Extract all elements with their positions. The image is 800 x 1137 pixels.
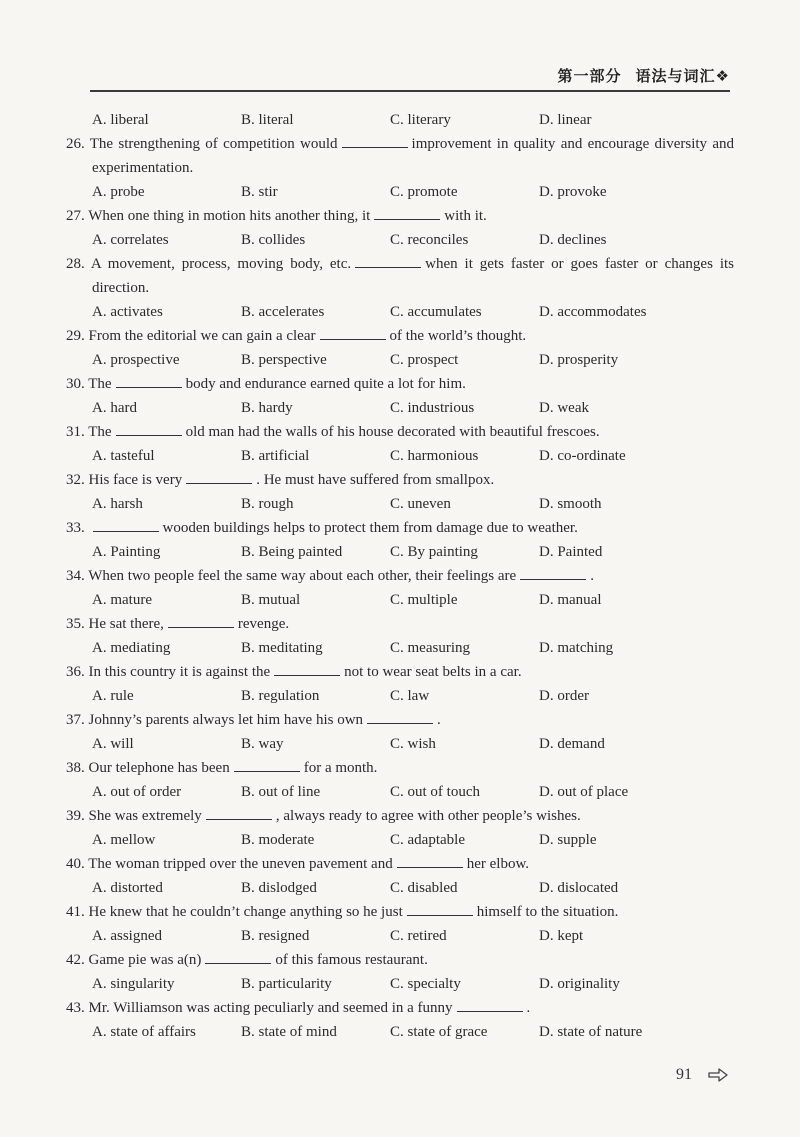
option-a[interactable]: A. mellow xyxy=(92,832,156,848)
option-a[interactable]: A. mature xyxy=(92,592,152,608)
option-a[interactable]: A. out of order xyxy=(92,784,182,800)
question-text-after: when it gets faster or goes faster or changes its direction. xyxy=(92,256,734,296)
question-text-after: of this famous restaurant. xyxy=(275,952,428,968)
question-text-before: Game pie was a(n) xyxy=(88,952,202,968)
answer-blank[interactable] xyxy=(457,1010,523,1012)
question-number: 42. xyxy=(66,952,85,968)
option-b[interactable]: B. resigned xyxy=(241,928,310,944)
option-a[interactable]: A. mediating xyxy=(92,640,171,656)
option-d[interactable]: D. weak xyxy=(539,400,589,416)
answer-blank[interactable] xyxy=(205,962,271,964)
question-q31 xyxy=(66,420,734,468)
question-text-before: Our telephone has been xyxy=(88,760,230,776)
question-text-before: The xyxy=(88,424,112,440)
question-text-after: himself to the situation. xyxy=(476,904,619,920)
option-b[interactable]: B. way xyxy=(241,736,284,752)
option-b[interactable]: B. hardy xyxy=(241,400,293,416)
question-stem xyxy=(66,252,734,300)
options-row xyxy=(66,684,734,708)
answer-blank[interactable] xyxy=(320,338,386,340)
option-d[interactable]: D. matching xyxy=(539,640,614,656)
question-number: 26. xyxy=(66,136,85,152)
option-b[interactable]: B. mutual xyxy=(241,592,301,608)
question-q34 xyxy=(66,564,734,612)
option-b[interactable]: B. accelerates xyxy=(241,304,325,320)
option-b[interactable]: B. dislodged xyxy=(241,880,317,896)
option-a[interactable]: A. rule xyxy=(92,688,134,704)
question-number: 34. xyxy=(66,568,85,584)
options-row xyxy=(66,492,734,516)
question-text-before: Mr. Williamson was acting peculiarly and seemed in a funny xyxy=(88,1000,453,1016)
option-a[interactable]: A. Painting xyxy=(92,544,161,560)
option-d[interactable]: D. manual xyxy=(539,592,602,608)
question-stem xyxy=(66,756,734,780)
option-c[interactable]: C. literary xyxy=(390,112,451,128)
option-d[interactable]: D. out of place xyxy=(539,784,629,800)
option-b[interactable]: B. Being painted xyxy=(241,544,343,560)
header-title xyxy=(558,65,730,86)
question-number: 30. xyxy=(66,376,85,392)
question-text-before: The woman tripped over the uneven pavement and xyxy=(88,856,393,872)
option-c[interactable]: C. promote xyxy=(390,184,458,200)
answer-blank[interactable] xyxy=(367,722,433,724)
question-text-after: . He must have suffered from smallpox. xyxy=(256,472,495,488)
option-d[interactable]: D. co-ordinate xyxy=(539,448,626,464)
question-text-before: When two people feel the same way about each other, their feelings are xyxy=(88,568,517,584)
question-q28 xyxy=(66,252,734,324)
question-q29 xyxy=(66,324,734,372)
options-row xyxy=(66,540,734,564)
question-text-before: His face is very xyxy=(88,472,183,488)
options-row xyxy=(66,396,734,420)
question-stem xyxy=(66,324,734,348)
options-row xyxy=(66,348,734,372)
options-row xyxy=(66,732,734,756)
option-c[interactable]: C. By painting xyxy=(390,544,478,560)
question-q39 xyxy=(66,804,734,852)
question-text-before: From the editorial we can gain a clear xyxy=(88,328,316,344)
answer-blank[interactable] xyxy=(520,578,586,580)
answer-blank[interactable] xyxy=(274,674,340,676)
option-c[interactable]: C. wish xyxy=(390,736,436,752)
header-ornament: ❖ xyxy=(715,67,730,85)
answer-blank[interactable] xyxy=(116,434,182,436)
question-text-after: of the world’s thought. xyxy=(389,328,527,344)
answer-blank[interactable] xyxy=(397,866,463,868)
question-stem xyxy=(66,660,734,684)
question-text-after: with it. xyxy=(444,208,487,224)
option-d[interactable]: D. state of nature xyxy=(539,1024,643,1040)
options-row xyxy=(66,180,734,204)
option-b[interactable]: B. out of line xyxy=(241,784,321,800)
question-q38 xyxy=(66,756,734,804)
right-arrow-icon xyxy=(708,1068,728,1082)
question-text-after: for a month. xyxy=(303,760,378,776)
option-d[interactable]: D. kept xyxy=(539,928,584,944)
option-d[interactable]: D. Painted xyxy=(539,544,603,560)
option-a[interactable]: A. liberal xyxy=(92,112,149,128)
question-text-after: wooden buildings helps to protect them from damage due to weather. xyxy=(162,520,578,536)
question-text-after: body and endurance earned quite a lot for him. xyxy=(185,376,466,392)
question-number: 31. xyxy=(66,424,85,440)
question-number: 36. xyxy=(66,664,85,680)
option-b[interactable]: B. rough xyxy=(241,496,294,512)
question-text-before: When one thing in motion hits another thing, it xyxy=(88,208,371,224)
option-d[interactable]: D. linear xyxy=(539,112,592,128)
option-a[interactable]: A. harsh xyxy=(92,496,143,512)
question-text-before: The xyxy=(88,376,112,392)
option-c[interactable]: C. adaptable xyxy=(390,832,465,848)
question-text-after: old man had the walls of his house decorated with beautiful frescoes. xyxy=(185,424,600,440)
answer-blank[interactable] xyxy=(407,914,473,916)
question-number: 43. xyxy=(66,1000,85,1016)
question-stem xyxy=(66,852,734,876)
question-q41 xyxy=(66,900,734,948)
question-text-before: He sat there, xyxy=(88,616,164,632)
question-list xyxy=(66,108,734,1044)
question-number: 41. xyxy=(66,904,85,920)
answer-blank[interactable] xyxy=(374,218,440,220)
question-stem xyxy=(66,612,734,636)
option-c[interactable]: C. accumulates xyxy=(390,304,482,320)
options-row xyxy=(66,876,734,900)
question-text-before: He knew that he couldn’t change anything so he just xyxy=(88,904,403,920)
option-c[interactable]: C. prospect xyxy=(390,352,459,368)
option-b[interactable]: B. meditating xyxy=(241,640,323,656)
options-row xyxy=(66,924,734,948)
question-text-after: her elbow. xyxy=(466,856,530,872)
options-row xyxy=(66,588,734,612)
question-q43 xyxy=(66,996,734,1044)
question-stem xyxy=(66,516,734,540)
question-number: 29. xyxy=(66,328,85,344)
option-c[interactable]: C. uneven xyxy=(390,496,451,512)
question-text-after: . xyxy=(437,712,441,728)
option-c[interactable]: C. law xyxy=(390,688,430,704)
question-text-before: A movement, process, moving body, etc. xyxy=(90,256,352,272)
answer-blank[interactable] xyxy=(234,770,300,772)
options-row xyxy=(66,972,734,996)
question-q32 xyxy=(66,468,734,516)
option-c[interactable]: C. multiple xyxy=(390,592,458,608)
question-q35 xyxy=(66,612,734,660)
option-b[interactable]: B. state of mind xyxy=(241,1024,337,1040)
option-a[interactable]: A. activates xyxy=(92,304,163,320)
option-d[interactable]: D. dislocated xyxy=(539,880,619,896)
option-b[interactable]: B. regulation xyxy=(241,688,320,704)
question-stem xyxy=(66,372,734,396)
question-text-after: . xyxy=(590,568,594,584)
question-q26 xyxy=(66,132,734,204)
page-footer xyxy=(676,1066,728,1084)
question-text-before: Johnny’s parents always let him have his own xyxy=(88,712,364,728)
answer-blank[interactable] xyxy=(342,146,408,148)
question-stem xyxy=(66,804,734,828)
option-a[interactable]: A. tasteful xyxy=(92,448,155,464)
option-c[interactable]: C. specialty xyxy=(390,976,461,992)
option-c[interactable]: C. disabled xyxy=(390,880,458,896)
option-b[interactable]: B. particularity xyxy=(241,976,332,992)
answer-blank[interactable] xyxy=(168,626,234,628)
question-q27 xyxy=(66,204,734,252)
prev-options xyxy=(66,108,734,132)
answer-blank[interactable] xyxy=(116,386,182,388)
option-b[interactable]: B. moderate xyxy=(241,832,315,848)
question-stem xyxy=(66,468,734,492)
options-row xyxy=(66,828,734,852)
option-d[interactable]: D. declines xyxy=(539,232,607,248)
question-text-after: . xyxy=(526,1000,531,1016)
question-stem xyxy=(66,900,734,924)
option-b[interactable]: B. stir xyxy=(241,184,278,200)
option-a[interactable]: A. state of affairs xyxy=(92,1024,196,1040)
question-stem xyxy=(66,708,734,732)
option-d[interactable]: D. accommodates xyxy=(539,304,647,320)
option-c[interactable]: C. measuring xyxy=(390,640,470,656)
question-stem xyxy=(66,420,734,444)
option-b[interactable]: B. literal xyxy=(241,112,294,128)
options-row xyxy=(66,780,734,804)
question-stem xyxy=(66,948,734,972)
question-number: 27. xyxy=(66,208,85,224)
header-section: 语法与词汇 xyxy=(635,67,716,85)
option-c[interactable]: C. reconciles xyxy=(390,232,469,248)
option-d[interactable]: D. supple xyxy=(539,832,597,848)
option-a[interactable]: A. will xyxy=(92,736,134,752)
question-number: 37. xyxy=(66,712,85,728)
option-c[interactable]: C. harmonious xyxy=(390,448,479,464)
question-number: 39. xyxy=(66,808,85,824)
question-q33 xyxy=(66,516,734,564)
options-row xyxy=(66,228,734,252)
question-text-after: improvement in quality and encourage diversity and experimentation. xyxy=(92,136,734,176)
option-d[interactable]: D. order xyxy=(539,688,589,704)
answer-blank[interactable] xyxy=(186,482,252,484)
question-q40 xyxy=(66,852,734,900)
option-d[interactable]: D. originality xyxy=(539,976,620,992)
option-a[interactable]: A. prospective xyxy=(92,352,180,368)
option-a[interactable]: A. singularity xyxy=(92,976,175,992)
question-q36 xyxy=(66,660,734,708)
option-a[interactable]: A. correlates xyxy=(92,232,169,248)
question-q42 xyxy=(66,948,734,996)
option-c[interactable]: C. industrious xyxy=(390,400,475,416)
option-c[interactable]: C. retired xyxy=(390,928,447,944)
option-c[interactable]: C. state of grace xyxy=(390,1024,488,1040)
option-a[interactable]: A. hard xyxy=(92,400,137,416)
option-d[interactable]: D. smooth xyxy=(539,496,602,512)
question-stem xyxy=(66,564,734,588)
question-number: 40. xyxy=(66,856,85,872)
options-row xyxy=(66,300,734,324)
question-q30 xyxy=(66,372,734,420)
options-row xyxy=(66,1020,734,1044)
question-text-after: not to wear seat belts in a car. xyxy=(344,664,522,680)
question-stem xyxy=(66,132,734,180)
option-c[interactable]: C. out of touch xyxy=(390,784,480,800)
answer-blank[interactable] xyxy=(355,266,421,268)
question-text-after: , always ready to agree with other people’s wishes. xyxy=(275,808,581,824)
answer-blank[interactable] xyxy=(206,818,272,820)
question-number: 38. xyxy=(66,760,85,776)
question-number: 35. xyxy=(66,616,85,632)
question-stem xyxy=(66,996,734,1020)
question-number: 32. xyxy=(66,472,85,488)
option-d[interactable]: D. prosperity xyxy=(539,352,619,368)
question-text-before: In this country it is against the xyxy=(88,664,271,680)
option-b[interactable]: B. artificial xyxy=(241,448,310,464)
page-number: 91 xyxy=(676,1066,692,1083)
option-b[interactable]: B. collides xyxy=(241,232,306,248)
question-q37 xyxy=(66,708,734,756)
option-d[interactable]: D. demand xyxy=(539,736,605,752)
options-row xyxy=(66,444,734,468)
options-row xyxy=(66,636,734,660)
question-text-before: The strengthening of competition would xyxy=(89,136,338,152)
answer-blank[interactable] xyxy=(93,530,159,532)
question-number: 33. xyxy=(66,520,85,536)
question-text-before: She was extremely xyxy=(88,808,202,824)
option-d[interactable]: D. provoke xyxy=(539,184,607,200)
question-text-after: revenge. xyxy=(237,616,290,632)
option-a[interactable]: A. distorted xyxy=(92,880,163,896)
question-stem xyxy=(66,204,734,228)
page-header xyxy=(90,62,730,92)
question-number: 28. xyxy=(66,256,85,272)
header-part: 第一部分 xyxy=(557,67,622,85)
option-a[interactable]: A. assigned xyxy=(92,928,162,944)
option-b[interactable]: B. perspective xyxy=(241,352,327,368)
option-a[interactable]: A. probe xyxy=(92,184,145,200)
